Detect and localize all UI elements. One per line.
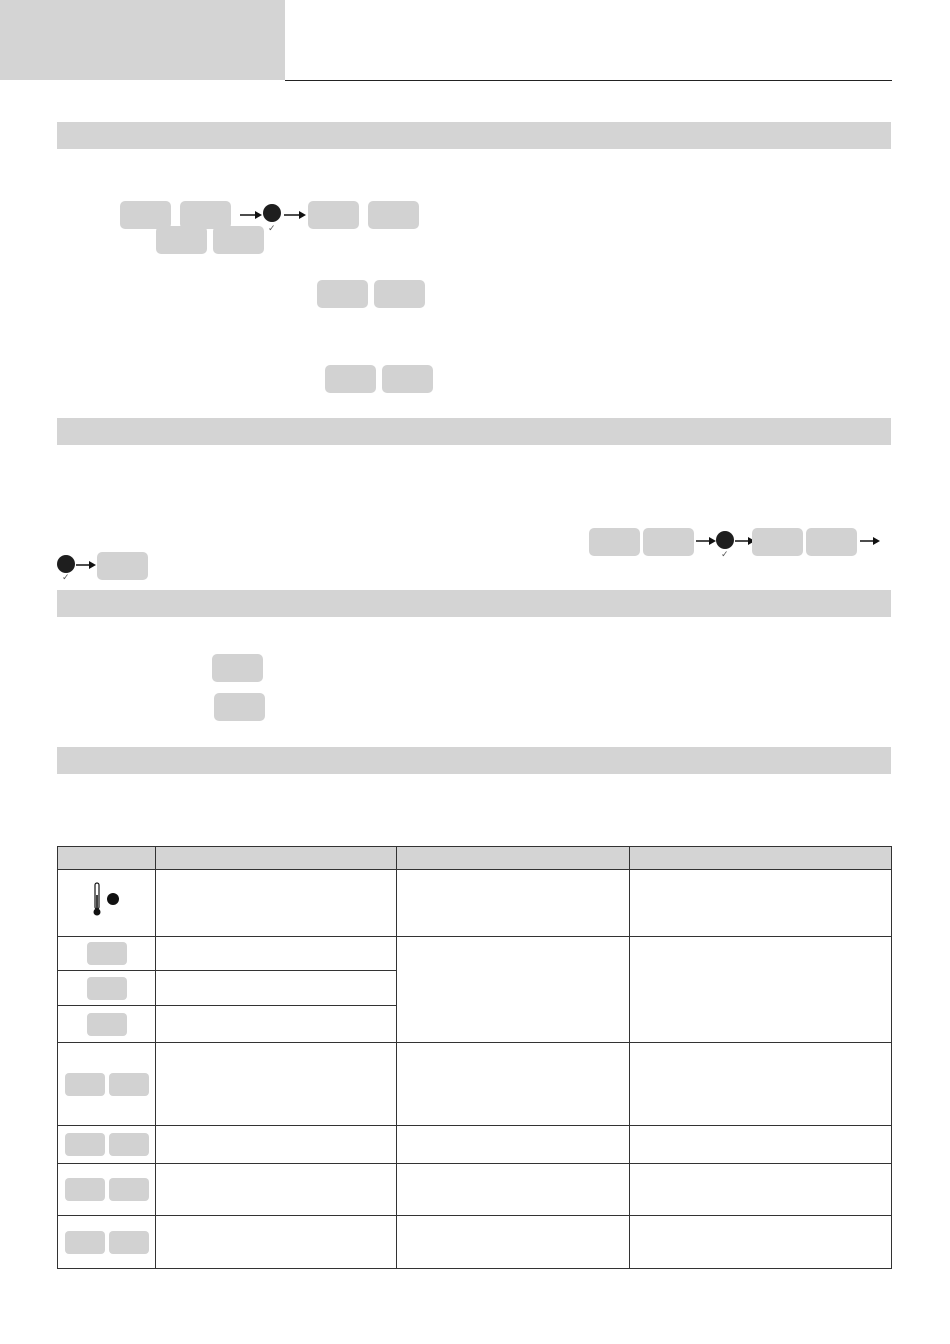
table-header-row: [58, 847, 892, 870]
symbol-cell: [58, 1126, 156, 1164]
key-button: [65, 1133, 105, 1156]
symbol-cell: [58, 1043, 156, 1126]
thermometer-dot-icon: [87, 881, 127, 921]
key-button[interactable]: [374, 280, 425, 308]
key-button: [109, 1231, 149, 1254]
table-row: [58, 1043, 892, 1126]
key-button: [87, 1013, 127, 1036]
key-button[interactable]: [317, 280, 368, 308]
arrow-right-icon: [860, 536, 880, 546]
symbol-cell: [58, 870, 156, 937]
key-button: [87, 942, 127, 965]
symbol-cell: [58, 1164, 156, 1216]
table-cell: [397, 1216, 630, 1269]
table-cell: [397, 1126, 630, 1164]
table-row: [58, 1216, 892, 1269]
symbol-cell: [58, 1006, 156, 1043]
table-row: [58, 1164, 892, 1216]
table-row: [58, 937, 892, 971]
table-cell: [156, 971, 397, 1006]
symbol-cell: [58, 937, 156, 971]
table-cell: [397, 937, 630, 1043]
table-cell: [156, 1164, 397, 1216]
key-button[interactable]: [214, 693, 265, 721]
key-button: [109, 1133, 149, 1156]
section-bar-1: [57, 122, 891, 149]
function-table: [57, 846, 892, 1269]
key-button[interactable]: [180, 201, 231, 229]
rotary-knob-icon[interactable]: [263, 204, 281, 222]
table-cell: [630, 1126, 892, 1164]
key-button[interactable]: [308, 201, 359, 229]
arrow-right-icon: [76, 560, 96, 570]
key-button[interactable]: [368, 201, 419, 229]
section-bar-2: [57, 418, 891, 445]
table-cell: [156, 937, 397, 971]
table-row: [58, 1126, 892, 1164]
table-cell: [156, 1043, 397, 1126]
symbol-cell: [58, 971, 156, 1006]
column-header: [630, 847, 892, 870]
checkmark-icon: ✓: [62, 572, 70, 582]
header-corner-tab: [0, 0, 285, 80]
header-rule: [285, 80, 892, 81]
table-cell: [397, 1043, 630, 1126]
key-button: [109, 1073, 149, 1096]
table-cell: [630, 870, 892, 937]
table-cell: [156, 1006, 397, 1043]
key-button[interactable]: [325, 365, 376, 393]
arrow-right-icon: [240, 210, 262, 220]
key-button[interactable]: [156, 226, 207, 254]
table-cell: [397, 1164, 630, 1216]
key-button[interactable]: [589, 528, 640, 556]
rotary-knob-icon[interactable]: [716, 531, 734, 549]
section-bar-3: [57, 590, 891, 617]
rotary-knob-icon[interactable]: [57, 555, 75, 573]
key-button[interactable]: [213, 226, 264, 254]
arrow-right-icon: [284, 210, 306, 220]
key-button[interactable]: [806, 528, 857, 556]
table-cell: [630, 1216, 892, 1269]
table-cell: [630, 937, 892, 1043]
column-header: [397, 847, 630, 870]
key-button[interactable]: [97, 552, 148, 580]
key-button: [109, 1178, 149, 1201]
key-button: [87, 977, 127, 1000]
table-cell: [156, 870, 397, 937]
key-button: [65, 1178, 105, 1201]
key-button: [65, 1073, 105, 1096]
key-button: [65, 1231, 105, 1254]
table-cell: [156, 1126, 397, 1164]
arrow-right-icon: [696, 536, 716, 546]
symbol-cell: [58, 1216, 156, 1269]
key-button[interactable]: [752, 528, 803, 556]
table-cell: [630, 1164, 892, 1216]
checkmark-icon: ✓: [721, 549, 729, 559]
table-row: [58, 870, 892, 937]
checkmark-icon: ✓: [268, 223, 276, 233]
column-header: [156, 847, 397, 870]
table-cell: [397, 870, 630, 937]
column-header: [58, 847, 156, 870]
section-bar-4: [57, 747, 891, 774]
key-button[interactable]: [643, 528, 694, 556]
key-button[interactable]: [120, 201, 171, 229]
table-cell: [630, 1043, 892, 1126]
key-button[interactable]: [382, 365, 433, 393]
table-cell: [156, 1216, 397, 1269]
key-button[interactable]: [212, 654, 263, 682]
